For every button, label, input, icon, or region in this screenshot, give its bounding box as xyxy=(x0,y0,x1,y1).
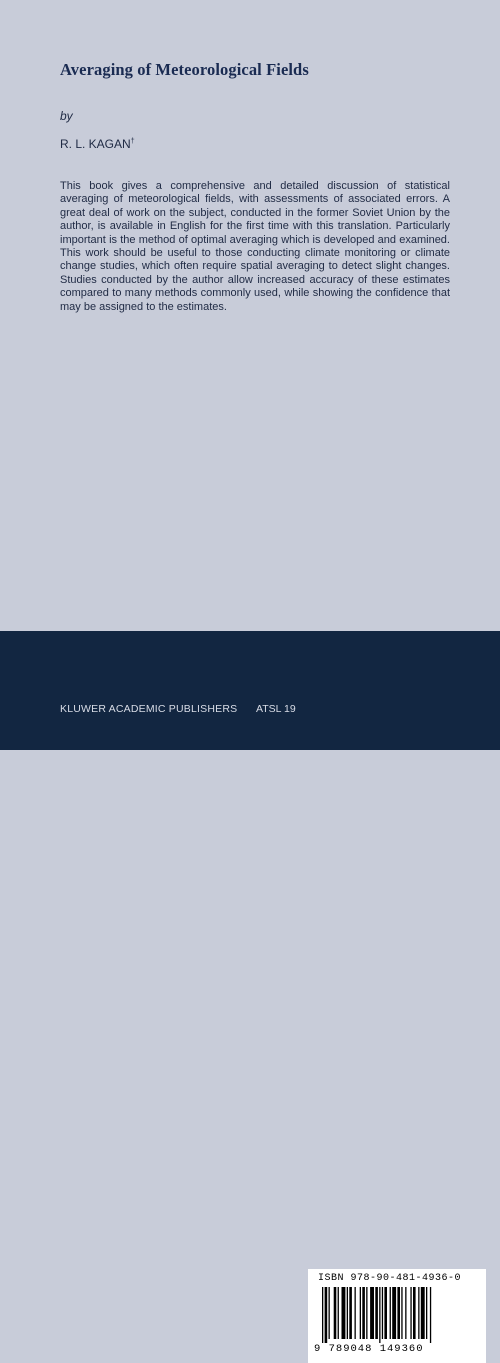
barcode-icon xyxy=(322,1287,472,1343)
barcode-bar xyxy=(342,1287,346,1339)
barcode-bar xyxy=(366,1287,367,1339)
barcode-bar xyxy=(325,1287,328,1343)
isbn-text: ISBN 978-90-481-4936-0 xyxy=(318,1273,462,1284)
barcode-bar xyxy=(338,1287,339,1339)
barcode-bar xyxy=(322,1287,323,1343)
barcode-bar xyxy=(392,1287,396,1339)
barcode-bar xyxy=(418,1287,419,1339)
by-label: by xyxy=(60,109,73,123)
barcode-bar xyxy=(379,1287,380,1343)
series-code: ATSL 19 xyxy=(256,703,296,715)
barcode-bar xyxy=(410,1287,411,1339)
barcode-bar xyxy=(375,1287,378,1339)
barcode-bar xyxy=(370,1287,374,1339)
publisher-name: KLUWER ACADEMIC PUBLISHERS xyxy=(60,703,238,715)
author-mark: † xyxy=(130,138,135,145)
barcode-bar xyxy=(426,1287,427,1339)
barcode-bar xyxy=(329,1287,330,1339)
barcode-bar xyxy=(334,1287,337,1339)
barcode-bar xyxy=(401,1287,402,1339)
barcode-bar xyxy=(397,1287,400,1339)
book-title: Averaging of Meteorological Fields xyxy=(60,60,309,79)
barcode-bar xyxy=(421,1287,425,1339)
barcode-bar xyxy=(349,1287,352,1339)
footer-band xyxy=(0,631,500,1355)
barcode-bar xyxy=(382,1287,383,1339)
barcode-bar xyxy=(384,1287,387,1339)
barcode-bar xyxy=(405,1287,406,1339)
author-name xyxy=(60,137,135,151)
barcode-bar xyxy=(362,1287,365,1339)
author-name-text: R. L. KAGAN xyxy=(60,137,131,151)
book-description: This book gives a comprehensive and detailed discussion of statistical averaging of meteorological fields, with assessments of associated errors. A great deal of work on the subject, conducted in the former Soviet Union by the author, is available in English for the first time with this translation. Particularly important is the method of optimal averaging which is developed and examined. This work should be useful to those conducting climate monitoring or climate change studies, which often require spatial averaging to detect slight changes. Studies conducted by the author allow increased accuracy of these estimates compared to many methods commonly used, while showing the confidence that may be assigned to the estimates. xyxy=(60,180,450,313)
isbn-barcode-box xyxy=(308,1269,486,1363)
ean-digits: 9 789048 149360 xyxy=(314,1343,424,1355)
barcode-bar xyxy=(413,1287,416,1339)
barcode-bar xyxy=(355,1287,356,1339)
barcode-bar xyxy=(430,1287,431,1343)
barcode-bar xyxy=(390,1287,391,1339)
barcode-bar xyxy=(347,1287,348,1339)
barcode-bar xyxy=(360,1287,361,1339)
